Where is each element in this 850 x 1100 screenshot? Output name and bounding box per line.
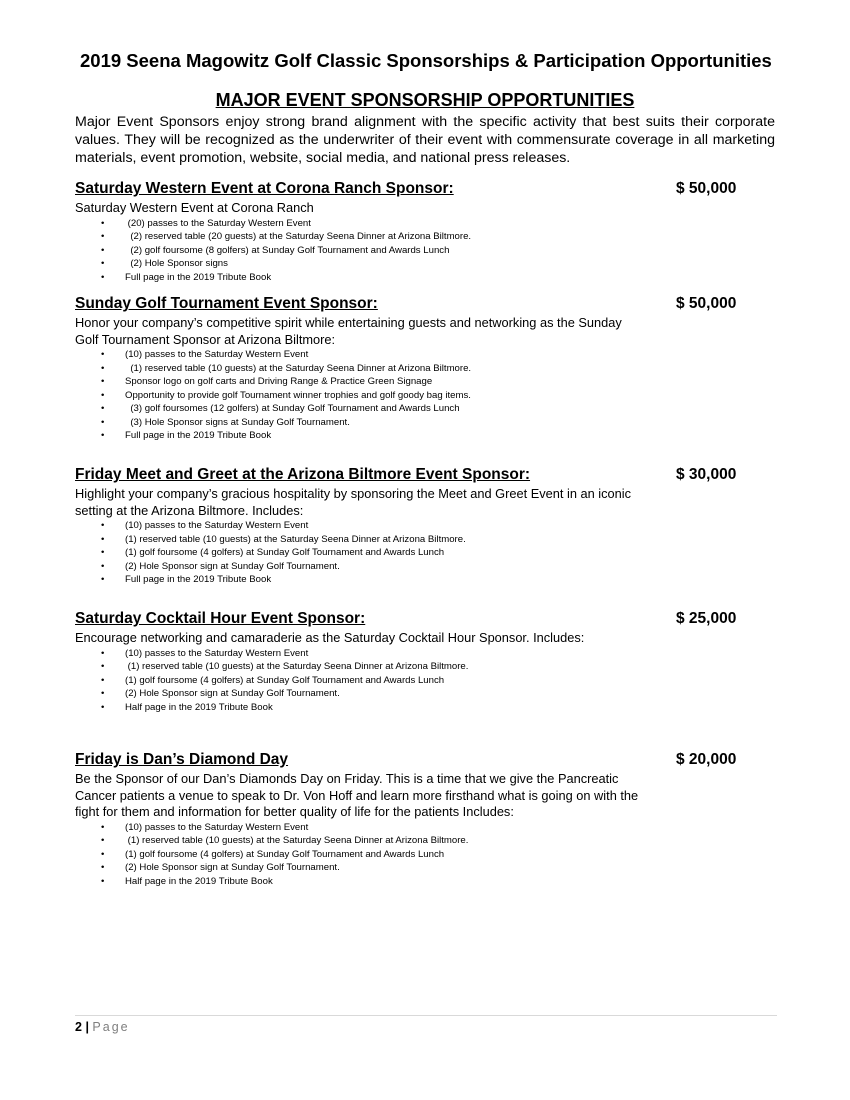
footer-separator: | xyxy=(85,1020,89,1034)
benefit-item: • Half page in the 2019 Tribute Book xyxy=(101,875,273,887)
sponsorship-title: Friday is Dan’s Diamond Day xyxy=(75,751,289,768)
sponsorship-title: Saturday Western Event at Corona Ranch Sponsor: xyxy=(75,180,454,197)
bullet-icon: • xyxy=(101,848,105,860)
sponsorship-block xyxy=(75,610,775,714)
page-label: Page xyxy=(92,1020,130,1034)
benefit-item: • (1) reserved table (10 guests) at the Saturday Seena Dinner at Arizona Biltmore. xyxy=(101,835,469,846)
bullet-icon: • xyxy=(101,520,105,531)
document-title: 2019 Seena Magowitz Golf Classic Sponsorships & Participation Opportunities xyxy=(80,50,772,71)
bullet-icon: • xyxy=(101,821,105,833)
bullet-icon: • xyxy=(101,862,105,873)
bullet-icon: • xyxy=(101,701,105,713)
sponsorship-block xyxy=(75,751,775,888)
sponsorship-block xyxy=(75,295,775,443)
bullet-icon: • xyxy=(101,389,105,401)
benefit-item: • (2) Hole Sponsor signs xyxy=(101,258,228,269)
bullet-icon: • xyxy=(101,362,105,374)
benefit-item: • (2) reserved table (20 guests) at the Saturday Seena Dinner at Arizona Biltmore. xyxy=(101,231,472,242)
bullet-icon: • xyxy=(101,430,105,441)
sponsorship-block xyxy=(75,180,775,284)
bullet-icon: • xyxy=(101,574,105,585)
bullet-icon: • xyxy=(101,231,105,242)
sponsorship-title: Saturday Cocktail Hour Event Sponsor: xyxy=(75,610,366,627)
sponsorship-price: $ 25,000 xyxy=(676,610,737,627)
benefit-item: • (10) passes to the Saturday Western Event xyxy=(101,520,309,531)
benefit-list xyxy=(75,348,775,443)
benefit-list xyxy=(75,647,775,715)
sponsorship-description: Honor your company’s competitive spirit while entertaining guests and networking as the Sunday Golf Tournament Sponsor at Arizona Biltmore: xyxy=(75,315,622,347)
benefit-item: • Full page in the 2019 Tribute Book xyxy=(101,430,272,441)
sponsorship-description: Saturday Western Event at Corona Ranch xyxy=(75,200,314,215)
benefit-item: • Sponsor logo on golf carts and Driving Range & Practice Green Signage xyxy=(101,376,433,387)
benefit-item: • Half page in the 2019 Tribute Book xyxy=(101,701,273,713)
bullet-icon: • xyxy=(101,244,105,256)
bullet-icon: • xyxy=(101,875,105,887)
benefit-item: • Full page in the 2019 Tribute Book xyxy=(101,574,272,585)
sponsorship-title: Friday Meet and Greet at the Arizona Biltmore Event Sponsor: xyxy=(75,466,531,483)
benefit-item: • Opportunity to provide golf Tournament winner trophies and golf goody bag items. xyxy=(101,389,471,401)
sponsorship-price: $ 30,000 xyxy=(676,466,737,483)
benefit-item: • (2) Hole Sponsor sign at Sunday Golf Tournament. xyxy=(101,862,340,873)
section-heading: MAJOR EVENT SPONSORSHIP OPPORTUNITIES xyxy=(215,90,635,110)
page-footer xyxy=(75,1020,130,1034)
sponsorship-price: $ 50,000 xyxy=(676,180,737,197)
benefit-item: • Full page in the 2019 Tribute Book xyxy=(101,271,272,283)
benefit-item: • (3) Hole Sponsor signs at Sunday Golf Tournament. xyxy=(101,416,350,428)
footer-divider xyxy=(75,1015,777,1016)
bullet-icon: • xyxy=(101,647,105,659)
benefit-item: • (10) passes to the Saturday Western Event xyxy=(101,647,309,659)
benefit-item: • (2) golf foursome (8 golfers) at Sunday Golf Tournament and Awards Lunch xyxy=(101,244,450,256)
benefit-item: • (20) passes to the Saturday Western Event xyxy=(101,217,311,229)
benefit-item: • (1) reserved table (10 guests) at the Saturday Seena Dinner at Arizona Biltmore. xyxy=(101,661,469,672)
benefit-item: • (1) golf foursome (4 golfers) at Sunday Golf Tournament and Awards Lunch xyxy=(101,848,445,860)
bullet-icon: • xyxy=(101,271,105,283)
benefit-item: • (1) golf foursome (4 golfers) at Sunday Golf Tournament and Awards Lunch xyxy=(101,547,445,558)
benefit-item: • (1) reserved table (10 guests) at the Saturday Seena Dinner at Arizona Biltmore. xyxy=(101,533,466,545)
benefit-item: • (1) golf foursome (4 golfers) at Sunday Golf Tournament and Awards Lunch xyxy=(101,674,445,686)
bullet-icon: • xyxy=(101,547,105,558)
benefit-item: • (2) Hole Sponsor sign at Sunday Golf Tournament. xyxy=(101,688,340,699)
bullet-icon: • xyxy=(101,376,105,387)
sponsorship-description: Be the Sponsor of our Dan’s Diamonds Day on Friday. This is a time that we give the Pancreatic Cancer patients a venue to speak to Dr. Von Hoff and learn more firsthand what is going on with the fight for them and information for better quality of life for the patients Includes: xyxy=(75,771,639,819)
benefit-item: • (2) Hole Sponsor sign at Sunday Golf Tournament. xyxy=(101,560,340,572)
benefit-list xyxy=(75,217,775,285)
bullet-icon: • xyxy=(101,688,105,699)
intro-paragraph: Major Event Sponsors enjoy strong brand alignment with the specific activity that best suits their corporate values. They will be recognized as the underwriter of their event with commensurate coverage in all marketing materials, event promotion, website, social media, and national press releases. xyxy=(75,114,775,166)
bullet-icon: • xyxy=(101,835,105,846)
sponsorship-description: Encourage networking and camaraderie as the Saturday Cocktail Hour Sponsor. Includes: xyxy=(75,630,585,645)
sponsorship-description: Highlight your company’s gracious hospitality by sponsoring the Meet and Greet Event in an iconic setting at the Arizona Biltmore. Includes: xyxy=(75,486,632,518)
bullet-icon: • xyxy=(101,533,105,545)
bullet-icon: • xyxy=(101,560,105,572)
bullet-icon: • xyxy=(101,349,105,360)
bullet-icon: • xyxy=(101,217,105,229)
bullet-icon: • xyxy=(101,674,105,686)
bullet-icon: • xyxy=(101,416,105,428)
sponsorship-block xyxy=(75,466,775,587)
bullet-icon: • xyxy=(101,661,105,672)
benefit-list xyxy=(75,519,775,587)
sponsorship-price: $ 20,000 xyxy=(676,751,737,768)
benefit-item: • (10) passes to the Saturday Western Event xyxy=(101,821,309,833)
benefit-item: • (1) reserved table (10 guests) at the Saturday Seena Dinner at Arizona Biltmore. xyxy=(101,362,472,374)
page-number: 2 xyxy=(75,1020,82,1034)
benefit-list xyxy=(75,821,775,889)
bullet-icon: • xyxy=(101,258,105,269)
benefit-item: • (10) passes to the Saturday Western Event xyxy=(101,349,309,360)
sponsorship-price: $ 50,000 xyxy=(676,295,737,312)
benefit-item: • (3) golf foursomes (12 golfers) at Sunday Golf Tournament and Awards Lunch xyxy=(101,403,460,414)
sponsorship-title: Sunday Golf Tournament Event Sponsor: xyxy=(75,295,378,312)
bullet-icon: • xyxy=(101,403,105,414)
